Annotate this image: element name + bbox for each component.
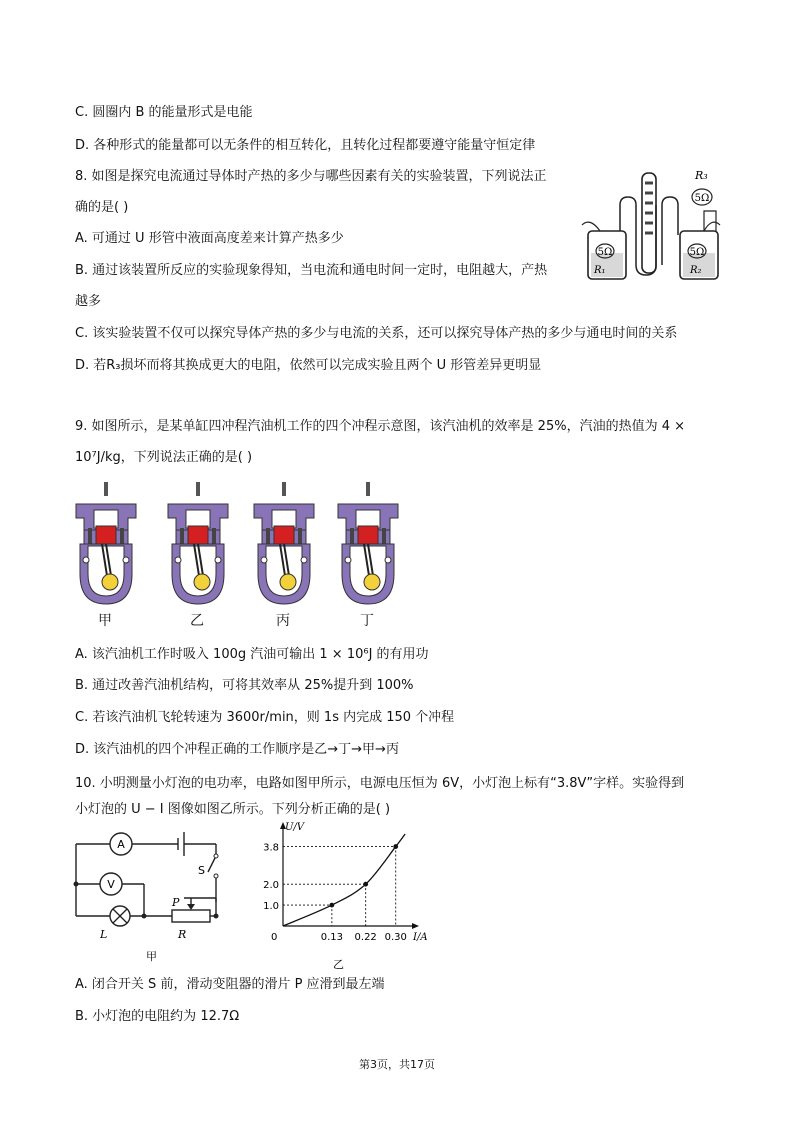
x-axis-arrow bbox=[412, 923, 419, 929]
x-tick-label: 0.22 bbox=[354, 932, 377, 943]
question-10-line1: 10. 小明测量小灯泡的电功率，电路如图甲所示，电源电压恒为 6V，小灯泡上标有“3.8V”字样。实验得到 bbox=[75, 776, 685, 791]
y-tick-label: 3.8 bbox=[263, 842, 279, 854]
x-tick-label: 0.30 bbox=[384, 932, 407, 943]
x-tick-label: 0.13 bbox=[320, 932, 343, 943]
joule-heating-apparatus-figure bbox=[580, 165, 725, 290]
r3-label: R₃ bbox=[695, 169, 708, 182]
rheostat-label: R bbox=[178, 928, 187, 941]
option-10b: B. 小灯泡的电阻约为 12.7Ω bbox=[75, 1009, 240, 1024]
r3-resistance-label: 5Ω bbox=[694, 193, 710, 204]
lamp-label: L bbox=[100, 928, 108, 941]
u-i-curve bbox=[283, 834, 405, 926]
option-8b-line1: B. 通过该装置所反应的实验现象得知，当电流和通电时间一定时，电阻越大，产热 bbox=[75, 263, 548, 278]
stroke-caption-3: 丙 bbox=[276, 613, 290, 629]
option-10a: A. 闭合开关 S 前，滑动变阻器的滑片 P 应滑到最左端 bbox=[75, 977, 385, 992]
y-tick-label: 2.0 bbox=[263, 880, 279, 892]
circuit-diagram bbox=[66, 826, 231, 966]
option-8c: C. 该实验装置不仅可以探究导体产热的多少与电流的关系，还可以探究导体产热的多少与通电时间的关系 bbox=[75, 326, 678, 341]
page-footer: 第3页，共17页 bbox=[359, 1058, 435, 1071]
ammeter-label: A bbox=[117, 838, 125, 851]
stroke-caption-4: 丁 bbox=[360, 613, 374, 629]
y-axis-label: U/V bbox=[285, 822, 305, 833]
stroke-caption-2: 乙 bbox=[190, 613, 204, 629]
option-9b: B. 通过改善汽油机结构，可将其效率从 25%提升到 100% bbox=[75, 678, 414, 693]
option-9d: D. 该汽油机的四个冲程正确的工作顺序是乙→丁→甲→丙 bbox=[75, 742, 399, 757]
question-9-line2: 10⁷J/kg，下列说法正确的是( ) bbox=[75, 450, 253, 465]
r1-resistance-label: 5Ω bbox=[597, 247, 613, 258]
r1-label: R₁ bbox=[594, 265, 606, 276]
x-axis-label: I/A bbox=[413, 932, 428, 943]
question-8-line2: 确的是( ) bbox=[75, 200, 129, 215]
option-9a: A. 该汽油机工作时吸入 100g 汽油可输出 1 × 10⁶J 的有用功 bbox=[75, 647, 429, 662]
data-point bbox=[329, 903, 334, 908]
slider-label: P bbox=[172, 896, 180, 909]
data-point bbox=[393, 844, 398, 849]
option-7d: D. 各种形式的能量都可以无条件的相互转化，且转化过程都要遵守能量守恒定律 bbox=[75, 138, 536, 153]
option-8b-line2: 越多 bbox=[75, 294, 102, 309]
option-9c: C. 若该汽油机飞轮转速为 3600r/min，则 1s 内完成 150 个冲程 bbox=[75, 710, 455, 725]
engine-diagrams bbox=[70, 482, 410, 607]
question-9-line1: 9. 如图所示，是某单缸四冲程汽油机工作的四个冲程示意图，该汽油机的效率是 25%，汽油的热值为 4 × bbox=[75, 419, 685, 434]
engine-strokes-figure bbox=[70, 482, 410, 632]
graph-caption: 乙 bbox=[333, 958, 344, 971]
option-7c: C. 圆圈内 B 的能量形式是电能 bbox=[75, 105, 253, 120]
r2-label: R₂ bbox=[690, 265, 702, 276]
question-10-line2: 小灯泡的 U − I 图像如图乙所示。下列分析正确的是( ) bbox=[75, 802, 391, 817]
y-tick-label: 1.0 bbox=[263, 901, 279, 913]
switch-label: S bbox=[198, 864, 205, 877]
circuit-caption: 甲 bbox=[146, 950, 157, 963]
option-8d: D. 若R₃损坏而将其换成更大的电阻，依然可以完成实验且两个 U 形管差异更明显 bbox=[75, 358, 542, 373]
data-point bbox=[363, 882, 368, 887]
question-8-line1: 8. 如图是探究电流通过导体时产热的多少与哪些因素有关的实验装置，下列说法正 bbox=[75, 169, 547, 184]
origin-label: 0 bbox=[271, 932, 278, 943]
r2-resistance-label: 5Ω bbox=[689, 247, 705, 258]
u-i-graph bbox=[255, 822, 428, 972]
stroke-caption-1: 甲 bbox=[98, 613, 112, 629]
voltmeter-label: V bbox=[107, 878, 115, 891]
option-8a: A. 可通过 U 形管中液面高度差来计算产热多少 bbox=[75, 231, 344, 246]
